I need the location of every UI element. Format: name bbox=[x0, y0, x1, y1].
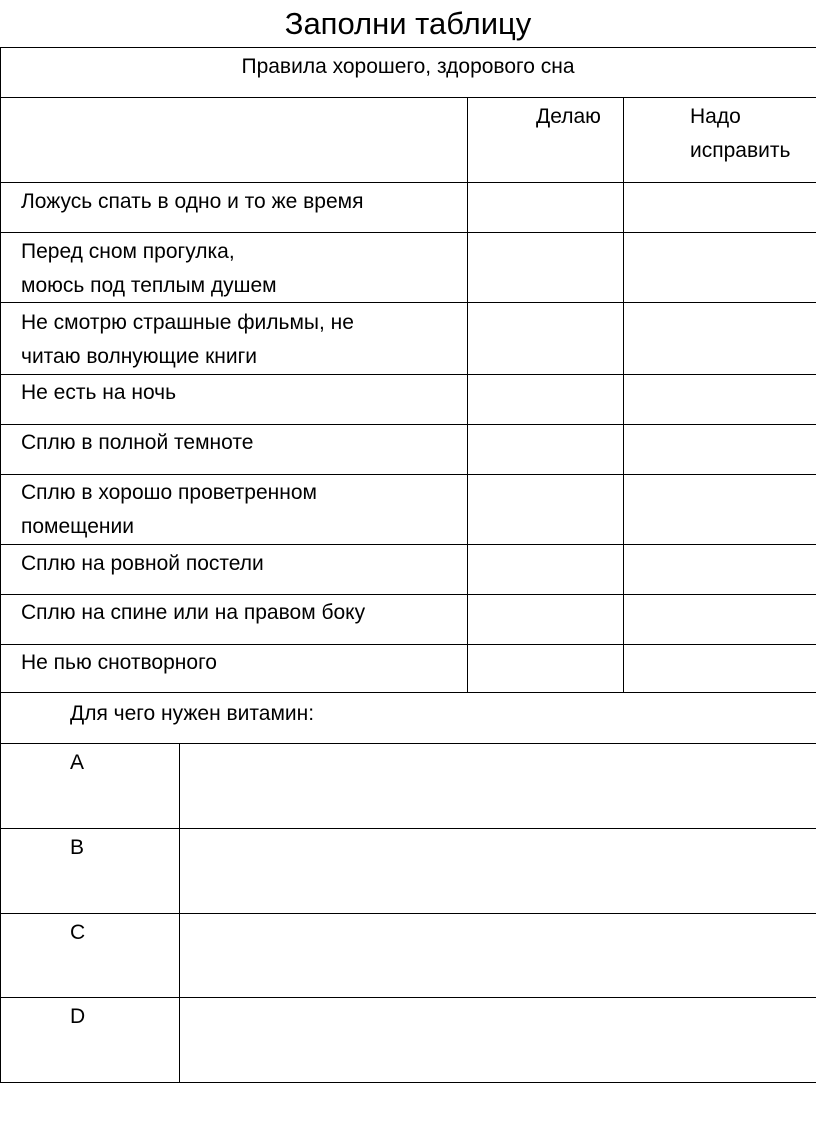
vitamin-answer-cell[interactable] bbox=[180, 744, 816, 828]
vitamin-label: D bbox=[70, 1005, 86, 1028]
do-cell[interactable] bbox=[468, 475, 623, 544]
fix-cell[interactable] bbox=[624, 303, 816, 374]
fix-cell[interactable] bbox=[624, 425, 816, 474]
vitamin-answer-cell[interactable] bbox=[180, 998, 816, 1082]
rule-text: Не смотрю страшные фильмы, не bbox=[21, 311, 354, 334]
rule-text: Сплю на ровной постели bbox=[21, 552, 264, 575]
vitamin-answer-cell[interactable] bbox=[180, 829, 816, 913]
fix-cell[interactable] bbox=[624, 595, 816, 644]
rule-text: читаю волнующие книги bbox=[21, 345, 257, 368]
fix-cell[interactable] bbox=[624, 545, 816, 594]
vitamin-answer-cell[interactable] bbox=[180, 914, 816, 997]
vitamin-label: B bbox=[70, 836, 85, 859]
fix-cell[interactable] bbox=[624, 645, 816, 692]
table-line bbox=[0, 1082, 816, 1083]
fix-cell[interactable] bbox=[624, 375, 816, 424]
do-cell[interactable] bbox=[468, 425, 623, 474]
do-cell[interactable] bbox=[468, 645, 623, 692]
vitamin-label: A bbox=[70, 751, 85, 774]
do-cell[interactable] bbox=[468, 183, 623, 232]
vitamin-table-header: Для чего нужен витамин: bbox=[70, 702, 315, 725]
vitamin-label: C bbox=[70, 921, 86, 944]
table-line bbox=[0, 97, 816, 98]
rule-text: Ложусь спать в одно и то же время bbox=[21, 190, 364, 213]
do-cell[interactable] bbox=[468, 595, 623, 644]
rule-text: Сплю в хорошо проветренном bbox=[21, 481, 317, 504]
rule-text: Сплю в полной темноте bbox=[21, 431, 254, 454]
rule-text: Сплю на спине или на правом боку bbox=[21, 601, 366, 624]
do-cell[interactable] bbox=[468, 545, 623, 594]
table-header: Правила хорошего, здорового сна bbox=[241, 55, 575, 78]
fix-cell[interactable] bbox=[624, 233, 816, 302]
rule-text: Не есть на ночь bbox=[21, 381, 177, 404]
rule-text: моюсь под теплым душем bbox=[21, 274, 277, 297]
table-line bbox=[0, 692, 816, 693]
rule-text: Перед сном прогулка, bbox=[21, 240, 235, 263]
column-header-fix: исправить bbox=[690, 139, 791, 162]
fix-cell[interactable] bbox=[624, 475, 816, 544]
do-cell[interactable] bbox=[468, 303, 623, 374]
table-line bbox=[0, 47, 1, 1083]
rule-text: помещении bbox=[21, 515, 134, 538]
column-header-do: Делаю bbox=[536, 105, 601, 128]
rule-text: Не пью снотворного bbox=[21, 651, 217, 674]
fix-cell[interactable] bbox=[624, 183, 816, 232]
do-cell[interactable] bbox=[468, 233, 623, 302]
do-cell[interactable] bbox=[468, 375, 623, 424]
table-line bbox=[0, 47, 816, 48]
page-title: Заполни таблицу bbox=[284, 6, 532, 41]
column-header-fix: Надо bbox=[690, 105, 741, 128]
